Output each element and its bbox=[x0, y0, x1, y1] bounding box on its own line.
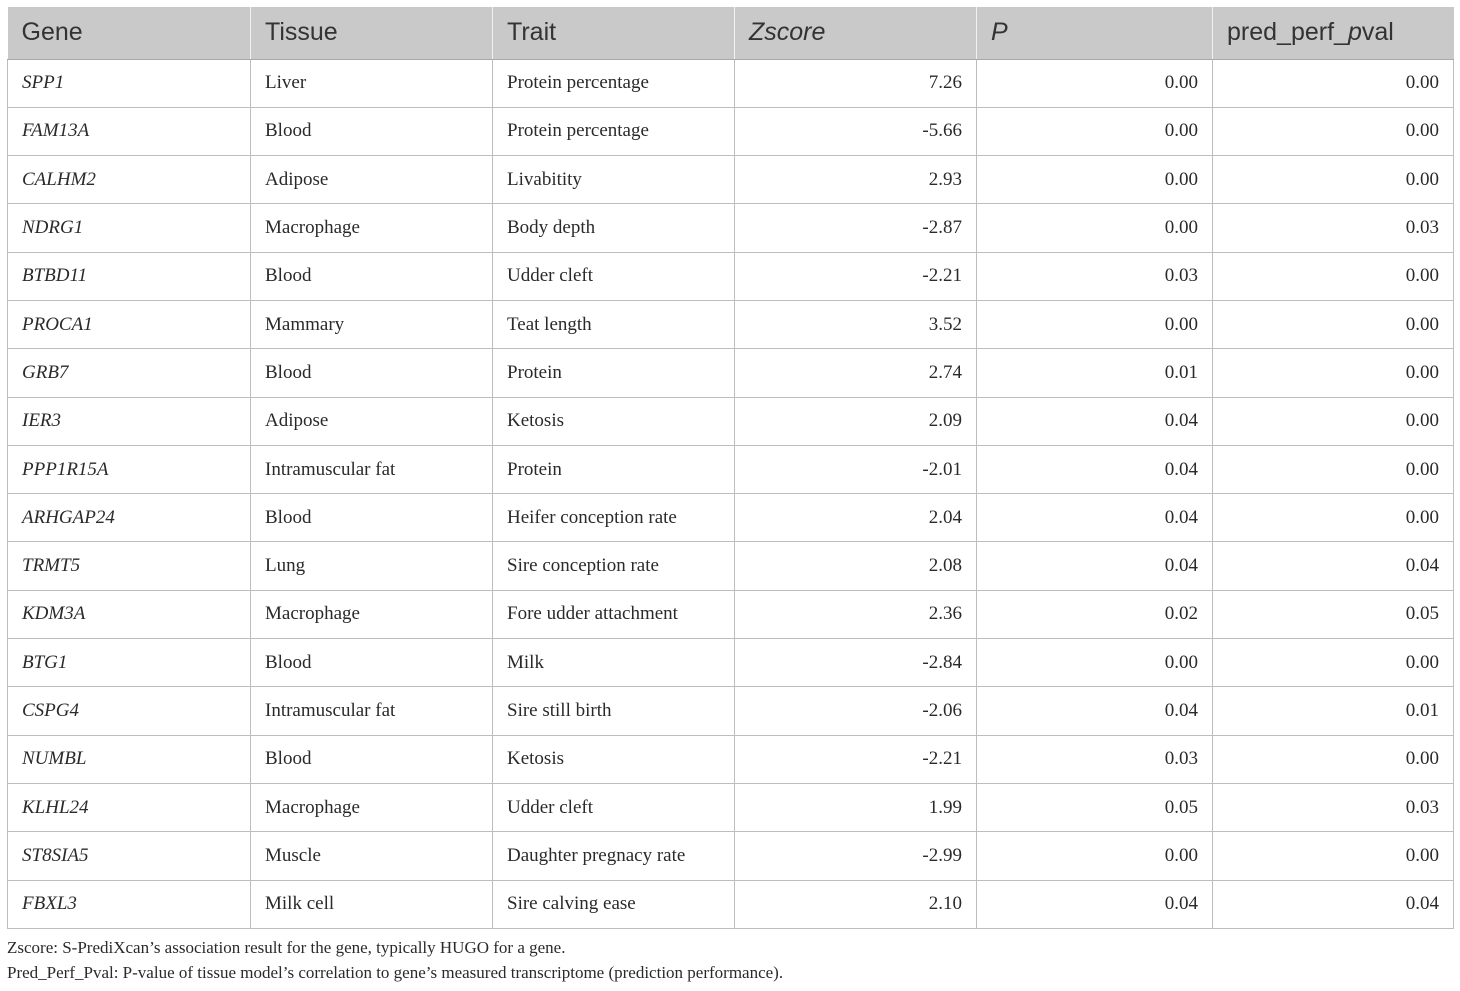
cell-tissue: Blood bbox=[251, 252, 493, 300]
cell-trait: Heifer conception rate bbox=[493, 494, 735, 542]
cell-pred-perf-pval: 0.00 bbox=[1213, 300, 1454, 348]
cell-zscore: -2.99 bbox=[735, 832, 977, 880]
cell-pred-perf-pval: 0.00 bbox=[1213, 494, 1454, 542]
table-row bbox=[8, 687, 1454, 735]
cell-zscore: -5.66 bbox=[735, 107, 977, 155]
cell-gene: KLHL24 bbox=[8, 783, 251, 831]
table-row bbox=[8, 832, 1454, 880]
cell-zscore: 2.93 bbox=[735, 156, 977, 204]
table-row bbox=[8, 397, 1454, 445]
cell-trait: Ketosis bbox=[493, 735, 735, 783]
table-body bbox=[8, 59, 1454, 928]
table-row bbox=[8, 590, 1454, 638]
cell-zscore: 1.99 bbox=[735, 783, 977, 831]
cell-tissue: Adipose bbox=[251, 397, 493, 445]
cell-gene: IER3 bbox=[8, 397, 251, 445]
cell-gene: CSPG4 bbox=[8, 687, 251, 735]
cell-pred-perf-pval: 0.00 bbox=[1213, 252, 1454, 300]
cell-pred-perf-pval: 0.00 bbox=[1213, 445, 1454, 493]
cell-trait: Sire calving ease bbox=[493, 880, 735, 928]
cell-trait: Udder cleft bbox=[493, 252, 735, 300]
cell-pred-perf-pval: 0.00 bbox=[1213, 349, 1454, 397]
cell-gene: ARHGAP24 bbox=[8, 494, 251, 542]
cell-tissue: Blood bbox=[251, 494, 493, 542]
cell-p: 0.04 bbox=[977, 542, 1213, 590]
pred-perf-footnote: Pred_Perf_Pval: P-value of tissue model’s correlation to gene’s measured transcriptome (prediction performance). bbox=[7, 963, 784, 982]
zscore-footnote: Zscore: S-PrediXcan’s association result for the gene, typically HUGO for a gene. bbox=[7, 938, 566, 957]
cell-gene: SPP1 bbox=[8, 59, 251, 107]
table-row bbox=[8, 783, 1454, 831]
cell-gene: CALHM2 bbox=[8, 156, 251, 204]
cell-zscore: -2.01 bbox=[735, 445, 977, 493]
cell-pred-perf-pval: 0.03 bbox=[1213, 783, 1454, 831]
cell-pred-perf-pval: 0.00 bbox=[1213, 107, 1454, 155]
header-pred-perf-pval-label: pred_perf_pval bbox=[1227, 18, 1394, 47]
cell-zscore: 2.09 bbox=[735, 397, 977, 445]
cell-p: 0.05 bbox=[977, 783, 1213, 831]
table-row bbox=[8, 156, 1454, 204]
cell-p: 0.04 bbox=[977, 880, 1213, 928]
cell-p: 0.03 bbox=[977, 735, 1213, 783]
cell-tissue: Blood bbox=[251, 735, 493, 783]
cell-pred-perf-pval: 0.00 bbox=[1213, 156, 1454, 204]
cell-trait: Livabitity bbox=[493, 156, 735, 204]
cell-p: 0.04 bbox=[977, 687, 1213, 735]
cell-trait: Sire still birth bbox=[493, 687, 735, 735]
cell-gene: BTG1 bbox=[8, 639, 251, 687]
cell-pred-perf-pval: 0.05 bbox=[1213, 590, 1454, 638]
cell-gene: PPP1R15A bbox=[8, 445, 251, 493]
cell-trait: Protein percentage bbox=[493, 107, 735, 155]
table-footnotes bbox=[7, 935, 783, 985]
cell-gene: BTBD11 bbox=[8, 252, 251, 300]
cell-gene: TRMT5 bbox=[8, 542, 251, 590]
cell-pred-perf-pval: 0.04 bbox=[1213, 880, 1454, 928]
cell-p: 0.00 bbox=[977, 107, 1213, 155]
cell-zscore: 2.10 bbox=[735, 880, 977, 928]
cell-pred-perf-pval: 0.00 bbox=[1213, 59, 1454, 107]
cell-tissue: Blood bbox=[251, 107, 493, 155]
results-table-container bbox=[7, 7, 1453, 929]
cell-zscore: -2.21 bbox=[735, 735, 977, 783]
cell-pred-perf-pval: 0.00 bbox=[1213, 832, 1454, 880]
cell-p: 0.04 bbox=[977, 494, 1213, 542]
cell-gene: NDRG1 bbox=[8, 204, 251, 252]
cell-p: 0.00 bbox=[977, 639, 1213, 687]
cell-zscore: 2.04 bbox=[735, 494, 977, 542]
table-row bbox=[8, 880, 1454, 928]
cell-pred-perf-pval: 0.00 bbox=[1213, 735, 1454, 783]
cell-p: 0.03 bbox=[977, 252, 1213, 300]
header-pred-perf-pval bbox=[1213, 7, 1454, 59]
cell-zscore: -2.84 bbox=[735, 639, 977, 687]
header-trait: Trait bbox=[493, 7, 735, 59]
cell-tissue: Macrophage bbox=[251, 783, 493, 831]
cell-trait: Sire conception rate bbox=[493, 542, 735, 590]
cell-p: 0.02 bbox=[977, 590, 1213, 638]
cell-zscore: -2.21 bbox=[735, 252, 977, 300]
cell-trait: Teat length bbox=[493, 300, 735, 348]
table-row bbox=[8, 639, 1454, 687]
cell-gene: PROCA1 bbox=[8, 300, 251, 348]
table-row bbox=[8, 59, 1454, 107]
cell-tissue: Blood bbox=[251, 639, 493, 687]
cell-tissue: Liver bbox=[251, 59, 493, 107]
cell-p: 0.00 bbox=[977, 300, 1213, 348]
cell-p: 0.00 bbox=[977, 156, 1213, 204]
table-row bbox=[8, 494, 1454, 542]
table-row bbox=[8, 735, 1454, 783]
header-zscore: Zscore bbox=[735, 7, 977, 59]
cell-gene: KDM3A bbox=[8, 590, 251, 638]
cell-p: 0.00 bbox=[977, 59, 1213, 107]
cell-gene: GRB7 bbox=[8, 349, 251, 397]
cell-p: 0.01 bbox=[977, 349, 1213, 397]
table-row bbox=[8, 300, 1454, 348]
table-row bbox=[8, 252, 1454, 300]
cell-pred-perf-pval: 0.01 bbox=[1213, 687, 1454, 735]
cell-zscore: 7.26 bbox=[735, 59, 977, 107]
cell-trait: Milk bbox=[493, 639, 735, 687]
table-row bbox=[8, 204, 1454, 252]
table-header bbox=[8, 7, 1454, 59]
cell-tissue: Mammary bbox=[251, 300, 493, 348]
cell-gene: NUMBL bbox=[8, 735, 251, 783]
cell-trait: Ketosis bbox=[493, 397, 735, 445]
table-row bbox=[8, 349, 1454, 397]
cell-tissue: Adipose bbox=[251, 156, 493, 204]
cell-trait: Protein bbox=[493, 445, 735, 493]
cell-p: 0.00 bbox=[977, 204, 1213, 252]
cell-pred-perf-pval: 0.00 bbox=[1213, 397, 1454, 445]
table-row bbox=[8, 107, 1454, 155]
cell-tissue: Blood bbox=[251, 349, 493, 397]
cell-p: 0.04 bbox=[977, 445, 1213, 493]
results-table bbox=[7, 7, 1454, 929]
cell-tissue: Intramuscular fat bbox=[251, 687, 493, 735]
cell-zscore: 2.36 bbox=[735, 590, 977, 638]
table-row bbox=[8, 542, 1454, 590]
cell-trait: Body depth bbox=[493, 204, 735, 252]
table-row bbox=[8, 445, 1454, 493]
cell-p: 0.04 bbox=[977, 397, 1213, 445]
cell-gene: FAM13A bbox=[8, 107, 251, 155]
cell-tissue: Muscle bbox=[251, 832, 493, 880]
cell-zscore: 2.08 bbox=[735, 542, 977, 590]
cell-tissue: Macrophage bbox=[251, 204, 493, 252]
cell-pred-perf-pval: 0.00 bbox=[1213, 639, 1454, 687]
cell-gene: ST8SIA5 bbox=[8, 832, 251, 880]
cell-zscore: -2.87 bbox=[735, 204, 977, 252]
cell-tissue: Intramuscular fat bbox=[251, 445, 493, 493]
cell-zscore: -2.06 bbox=[735, 687, 977, 735]
cell-trait: Protein percentage bbox=[493, 59, 735, 107]
cell-zscore: 3.52 bbox=[735, 300, 977, 348]
cell-tissue: Macrophage bbox=[251, 590, 493, 638]
cell-tissue: Milk cell bbox=[251, 880, 493, 928]
header-row bbox=[8, 7, 1454, 59]
header-p: P bbox=[977, 7, 1213, 59]
cell-trait: Daughter pregnacy rate bbox=[493, 832, 735, 880]
cell-trait: Udder cleft bbox=[493, 783, 735, 831]
header-gene: Gene bbox=[8, 7, 251, 59]
cell-trait: Fore udder attachment bbox=[493, 590, 735, 638]
header-tissue: Tissue bbox=[251, 7, 493, 59]
cell-trait: Protein bbox=[493, 349, 735, 397]
cell-pred-perf-pval: 0.04 bbox=[1213, 542, 1454, 590]
cell-gene: FBXL3 bbox=[8, 880, 251, 928]
cell-tissue: Lung bbox=[251, 542, 493, 590]
cell-zscore: 2.74 bbox=[735, 349, 977, 397]
cell-p: 0.00 bbox=[977, 832, 1213, 880]
cell-pred-perf-pval: 0.03 bbox=[1213, 204, 1454, 252]
